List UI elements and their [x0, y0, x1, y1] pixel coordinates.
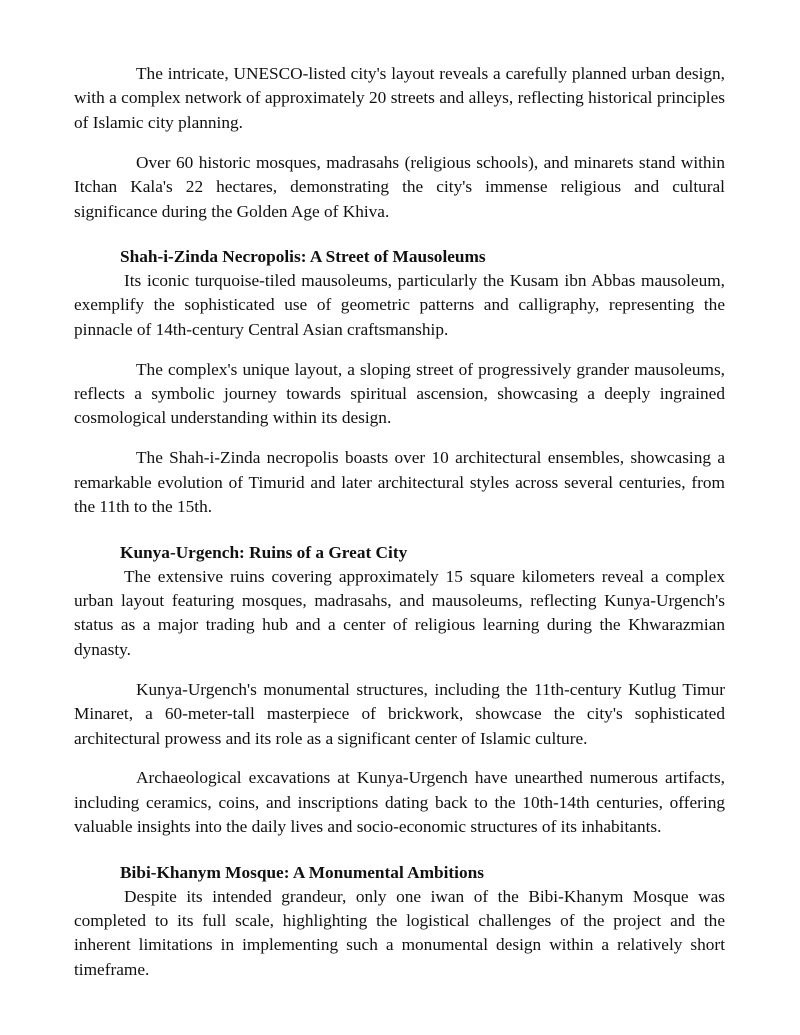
section-heading: Bibi-Khanym Mosque: A Monumental Ambitions [120, 862, 484, 882]
paragraph: Kunya-Urgench's monumental structures, including the 11th-century Kutlug Timur Minaret, a 60-meter-tall masterpiece of brickwork, showcase the city's sophisticated architectural prowess and its role as a significant center of Islamic culture. [74, 679, 725, 748]
section-kunya-urgench [74, 541, 725, 840]
section-heading: Shah-i-Zinda Necropolis: A Street of Mausoleums [120, 246, 486, 266]
section-bibi-khanym [74, 861, 725, 983]
paragraph: Its iconic turquoise-tiled mausoleums, particularly the Kusam ibn Abbas mausoleum, exemplify the sophisticated use of geometric patterns and calligraphy, representing the pinnacle of 14th-century Central Asian craftsmanship. [74, 270, 725, 339]
paragraph: The extensive ruins covering approximately 15 square kilometers reveal a complex urban layout featuring mosques, madrasahs, and mausoleums, reflecting Kunya-Urgench's status as a major trading hub and a center of religious learning during the Khwarazmian dynasty. [74, 566, 725, 659]
section-heading: Kunya-Urgench: Ruins of a Great City [120, 542, 408, 562]
section-shah-i-zinda [74, 245, 725, 520]
paragraph: Archaeological excavations at Kunya-Urgench have unearthed numerous artifacts, including ceramics, coins, and inscriptions dating back to the 10th-14th centuries, offering valuable insights into the daily lives and socio-economic structures of its inhabitants. [74, 768, 725, 837]
paragraph: The complex's unique layout, a sloping street of progressively grander mausoleums, reflects a symbolic journey towards spiritual ascension, showcasing a deeply ingrained cosmological understanding within its design. [74, 359, 725, 428]
intro-block [74, 62, 725, 224]
paragraph: The Shah-i-Zinda necropolis boasts over 10 architectural ensembles, showcasing a remarkable evolution of Timurid and later architectural styles across several centuries, from the 11th to the 15th. [74, 448, 725, 517]
document-page [74, 62, 725, 982]
paragraph: Over 60 historic mosques, madrasahs (religious schools), and minarets stand within Itchan Kala's 22 hectares, demonstrating the city's immense religious and cultural significance during the Golden Age of Khiva. [74, 152, 725, 221]
paragraph: Despite its intended grandeur, only one iwan of the Bibi-Khanym Mosque was completed to its full scale, highlighting the logistical challenges of the project and the inherent limitations in implementing such a monumental design within a relatively short timeframe. [74, 886, 725, 979]
paragraph: The intricate, UNESCO-listed city's layout reveals a carefully planned urban design, with a complex network of approximately 20 streets and alleys, reflecting historical principles of Islamic city planning. [74, 64, 725, 132]
